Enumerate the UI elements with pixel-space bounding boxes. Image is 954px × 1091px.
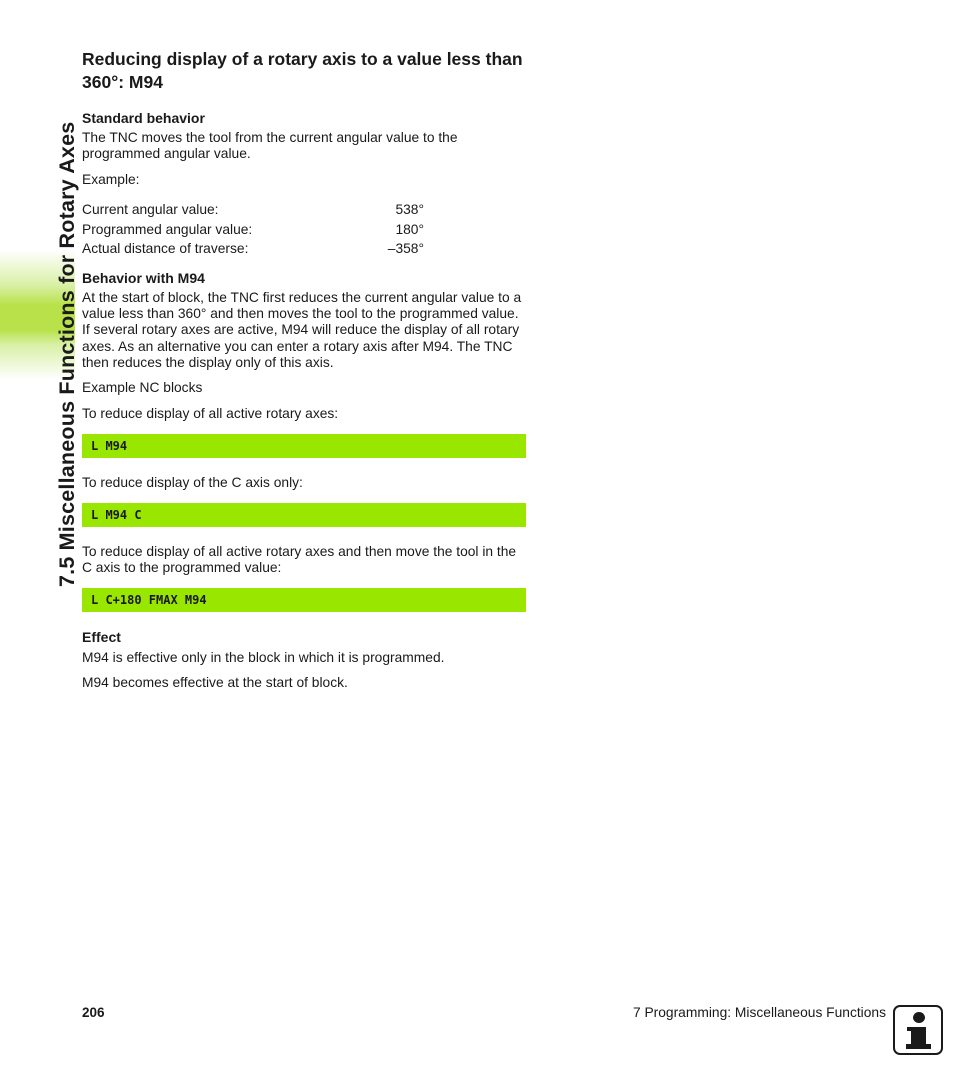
effect-heading: Effect — [82, 629, 121, 645]
row-label: Programmed angular value: — [82, 222, 253, 237]
info-icon-dot — [913, 1012, 925, 1023]
effect-line-2: M94 becomes effective at the start of block. — [82, 675, 348, 690]
section-title-vertical: 7.5 Miscellaneous Functions for Rotary Axes — [55, 121, 79, 587]
code-block-move-c-axis: L C+180 FMAX M94 — [82, 588, 526, 612]
chapter-side-tab — [0, 0, 79, 1091]
m94-behavior-text: At the start of block, the TNC first reduces the current angular value to a value less than 360° and then moves the tool to the programmed value. If several rotary axes are active, M94 will reduce the display of all rotary axes. As an alternative you can enter a rotary axis after M94. The TNC then reduces the display only of this axis. — [82, 290, 522, 370]
page-number: 206 — [82, 1005, 105, 1020]
standard-behavior-heading: Standard behavior — [82, 110, 205, 126]
row-label: Current angular value: — [82, 202, 219, 217]
page-heading: Reducing display of a rotary axis to a value less than 360°: M94 — [82, 49, 523, 92]
row-value: 538° — [395, 202, 424, 217]
effect-line-1: M94 is effective only in the block in which it is programmed. — [82, 650, 445, 665]
chapter-title: 7 Programming: Miscellaneous Functions — [632, 1005, 886, 1020]
info-icon — [893, 1005, 943, 1055]
m94-behavior-heading: Behavior with M94 — [82, 270, 205, 286]
intro-all-axes: To reduce display of all active rotary axes: — [82, 406, 339, 421]
example-label: Example: — [82, 172, 140, 187]
code-block-c-axis: L M94 C — [82, 503, 526, 527]
standard-behavior-text: The TNC moves the tool from the current angular value to the programmed angular value. — [82, 130, 458, 162]
row-value: –358° — [387, 241, 424, 256]
intro-move-c-axis: To reduce display of all active rotary axes and then move the tool in the C axis to the programmed value: — [82, 544, 517, 576]
row-value: 180° — [395, 222, 424, 237]
code-block-all-axes: L M94 — [82, 434, 526, 458]
row-label: Actual distance of traverse: — [82, 241, 249, 256]
info-icon-base — [906, 1044, 931, 1049]
example-nc-blocks-label: Example NC blocks — [82, 380, 203, 395]
intro-c-axis: To reduce display of the C axis only: — [82, 475, 303, 490]
